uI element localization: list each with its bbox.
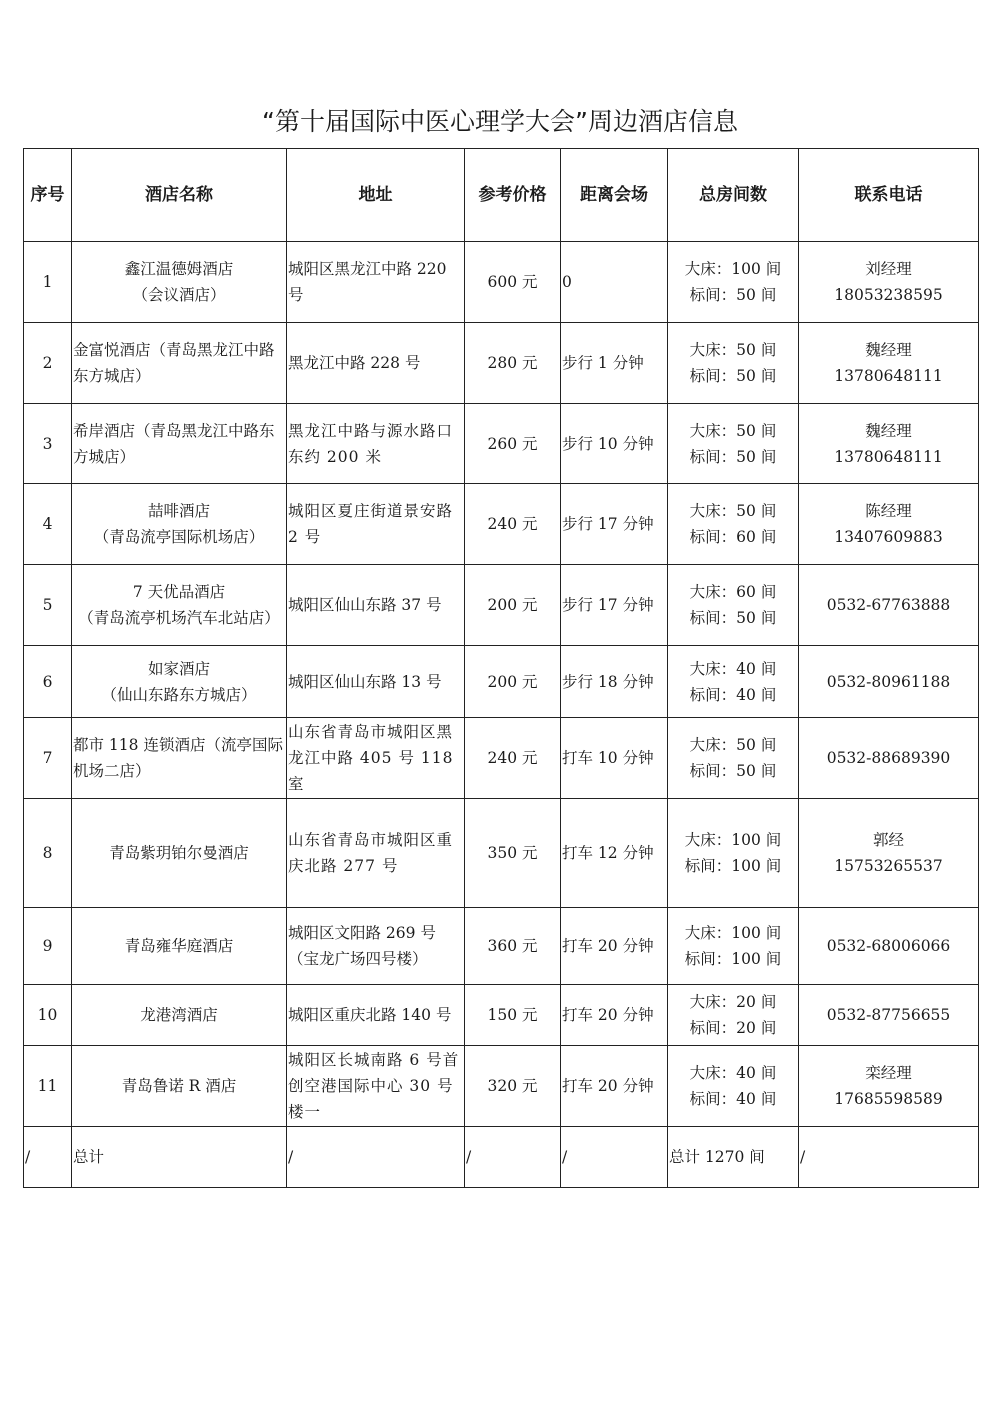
rooms-line: 标间：50 间: [689, 367, 777, 385]
header-contact: 联系电话: [799, 149, 979, 242]
hotel-name-line: 如家酒店: [147, 659, 210, 678]
total-row: [24, 1127, 979, 1188]
rooms-line: 标间：40 间: [689, 685, 777, 704]
row-hotel-name: [72, 646, 287, 718]
row-hotel-name: [72, 242, 287, 323]
row-contact: 0532-80961188: [799, 646, 979, 718]
table-row: [24, 799, 979, 908]
total-address: /: [287, 1127, 465, 1188]
hotel-table: [23, 148, 979, 1188]
header-rooms: 总房间数: [668, 149, 799, 242]
row-price: 240 元: [465, 718, 561, 799]
row-price: 600 元: [465, 242, 561, 323]
row-no: 6: [24, 646, 72, 718]
rooms-line: 大床：50 间: [689, 502, 777, 520]
row-hotel-name: [72, 484, 287, 565]
hotel-name-line: 喆啡酒店: [147, 502, 210, 520]
contact-line: 13407609883: [834, 528, 943, 546]
row-price: 320 元: [465, 1046, 561, 1127]
hotel-name-line: 7 天优品酒店: [132, 583, 226, 601]
row-address: 山东省青岛市城阳区黑龙江中路 405 号 118 室: [287, 718, 465, 799]
row-hotel-name: 青岛雍华庭酒店: [72, 908, 287, 985]
row-distance: 打车 10 分钟: [561, 718, 668, 799]
row-rooms: [668, 323, 799, 404]
row-rooms: [668, 404, 799, 484]
row-rooms: [668, 484, 799, 565]
row-hotel-name: 金富悦酒店（青岛黑龙江中路东方城店）: [72, 323, 287, 404]
contact-line: 15753265537: [834, 857, 943, 875]
rooms-line: 大床：40 间: [689, 1064, 777, 1082]
row-contact: 0532-68006066: [799, 908, 979, 985]
table-row: [24, 985, 979, 1046]
row-price: 260 元: [465, 404, 561, 484]
row-rooms: [668, 908, 799, 985]
header-price: 参考价格: [465, 149, 561, 242]
contact-line: 13780648111: [834, 447, 943, 466]
total-distance: /: [561, 1127, 668, 1188]
table-row: [24, 484, 979, 565]
row-distance: 步行 1 分钟: [561, 323, 668, 404]
header-address: 地址: [287, 149, 465, 242]
row-contact: [799, 242, 979, 323]
row-rooms: [668, 718, 799, 799]
rooms-line: 大床：50 间: [689, 421, 777, 440]
row-distance: 步行 17 分钟: [561, 565, 668, 646]
row-price: 280 元: [465, 323, 561, 404]
row-address: 黑龙江中路 228 号: [287, 323, 465, 404]
hotel-name-line: （青岛流亭机场汽车北站店）: [78, 609, 280, 627]
row-address: 城阳区仙山东路 13 号: [287, 646, 465, 718]
rooms-line: 大床：50 间: [689, 341, 777, 359]
row-no: 3: [24, 404, 72, 484]
total-rooms: 总计 1270 间: [668, 1127, 799, 1188]
row-price: 350 元: [465, 799, 561, 908]
header-distance: 距离会场: [561, 149, 668, 242]
rooms-line: 标间：50 间: [689, 762, 777, 780]
row-distance: 步行 18 分钟: [561, 646, 668, 718]
row-distance: 打车 12 分钟: [561, 799, 668, 908]
rooms-line: 大床：100 间: [684, 831, 782, 849]
row-hotel-name: 龙港湾酒店: [72, 985, 287, 1046]
contact-line: 魏经理: [865, 421, 912, 440]
table-row: [24, 646, 979, 718]
rooms-line: 标间：20 间: [689, 1019, 777, 1037]
row-address: 城阳区重庆北路 140 号: [287, 985, 465, 1046]
rooms-line: 大床：40 间: [689, 659, 777, 678]
row-address: 城阳区夏庄街道景安路 2 号: [287, 484, 465, 565]
rooms-line: 大床：100 间: [684, 924, 782, 942]
rooms-line: 标间：60 间: [689, 528, 777, 546]
row-price: 360 元: [465, 908, 561, 985]
row-distance: 打车 20 分钟: [561, 985, 668, 1046]
row-distance: 0: [561, 242, 668, 323]
row-contact: [799, 799, 979, 908]
row-price: 240 元: [465, 484, 561, 565]
row-rooms: [668, 799, 799, 908]
row-distance: 打车 20 分钟: [561, 1046, 668, 1127]
rooms-line: 标间：40 间: [689, 1090, 777, 1108]
hotel-name-line: 鑫江温德姆酒店: [124, 260, 234, 278]
contact-line: 栾经理: [865, 1064, 912, 1082]
contact-line: 13780648111: [834, 367, 943, 385]
table-row: [24, 323, 979, 404]
row-rooms: [668, 242, 799, 323]
table-row: [24, 565, 979, 646]
row-distance: 打车 20 分钟: [561, 908, 668, 985]
row-no: 7: [24, 718, 72, 799]
table-row: [24, 718, 979, 799]
page-title: “第十届国际中医心理学大会”周边酒店信息: [262, 107, 738, 136]
row-address: 黑龙江中路与源水路口东约 200 米: [287, 404, 465, 484]
row-rooms: [668, 1046, 799, 1127]
row-address: 城阳区文阳路 269 号（宝龙广场四号楼）: [287, 908, 465, 985]
row-distance: 步行 10 分钟: [561, 404, 668, 484]
row-contact: [799, 323, 979, 404]
total-label: 总计: [72, 1127, 287, 1188]
row-address: 城阳区黑龙江中路 220 号: [287, 242, 465, 323]
rooms-line: 大床：100 间: [684, 260, 782, 278]
row-no: 4: [24, 484, 72, 565]
row-rooms: [668, 985, 799, 1046]
row-hotel-name: 希岸酒店（青岛黑龙江中路东方城店）: [72, 404, 287, 484]
rooms-line: 大床：50 间: [689, 736, 777, 754]
rooms-line: 标间：50 间: [689, 286, 777, 304]
row-price: 200 元: [465, 565, 561, 646]
contact-line: 刘经理: [865, 260, 912, 278]
table-row: [24, 242, 979, 323]
hotel-name-line: （仙山东路东方城店）: [101, 685, 257, 704]
rooms-line: 大床：20 间: [689, 993, 777, 1011]
header-no: 序号: [24, 149, 72, 242]
row-contact: [799, 404, 979, 484]
header-row: [24, 149, 979, 242]
row-no: 11: [24, 1046, 72, 1127]
table-row: [24, 404, 979, 484]
hotel-name-line: （会议酒店）: [132, 286, 226, 304]
row-rooms: [668, 565, 799, 646]
row-no: 2: [24, 323, 72, 404]
row-hotel-name: [72, 565, 287, 646]
row-address: 城阳区长城南路 6 号首创空港国际中心 30 号楼一: [287, 1046, 465, 1127]
row-no: 10: [24, 985, 72, 1046]
row-address: 山东省青岛市城阳区重庆北路 277 号: [287, 799, 465, 908]
total-no: /: [24, 1127, 72, 1188]
rooms-line: 标间：50 间: [689, 609, 777, 627]
contact-line: 18053238595: [834, 286, 943, 304]
row-no: 1: [24, 242, 72, 323]
row-hotel-name: 都市 118 连锁酒店（流亭国际机场二店）: [72, 718, 287, 799]
row-no: 9: [24, 908, 72, 985]
row-contact: 0532-67763888: [799, 565, 979, 646]
rooms-line: 标间：100 间: [684, 950, 782, 968]
row-hotel-name: 青岛鲁诺 R 酒店: [72, 1046, 287, 1127]
contact-line: 陈经理: [865, 502, 912, 520]
row-address: 城阳区仙山东路 37 号: [287, 565, 465, 646]
row-price: 150 元: [465, 985, 561, 1046]
row-contact: 0532-87756655: [799, 985, 979, 1046]
row-contact: 0532-88689390: [799, 718, 979, 799]
row-distance: 步行 17 分钟: [561, 484, 668, 565]
total-contact: /: [799, 1127, 979, 1188]
rooms-line: 大床：60 间: [689, 583, 777, 601]
rooms-line: 标间：50 间: [689, 447, 777, 466]
row-hotel-name: 青岛紫玥铂尔曼酒店: [72, 799, 287, 908]
table-row: [24, 908, 979, 985]
contact-line: 魏经理: [865, 341, 912, 359]
row-rooms: [668, 646, 799, 718]
header-name: 酒店名称: [72, 149, 287, 242]
row-contact: [799, 484, 979, 565]
contact-line: 郭经: [872, 831, 904, 849]
hotel-name-line: （青岛流亭国际机场店）: [93, 528, 265, 546]
row-no: 8: [24, 799, 72, 908]
total-price: /: [465, 1127, 561, 1188]
rooms-line: 标间：100 间: [684, 857, 782, 875]
contact-line: 17685598589: [834, 1090, 943, 1108]
row-no: 5: [24, 565, 72, 646]
row-contact: [799, 1046, 979, 1127]
table-row: [24, 1046, 979, 1127]
row-price: 200 元: [465, 646, 561, 718]
